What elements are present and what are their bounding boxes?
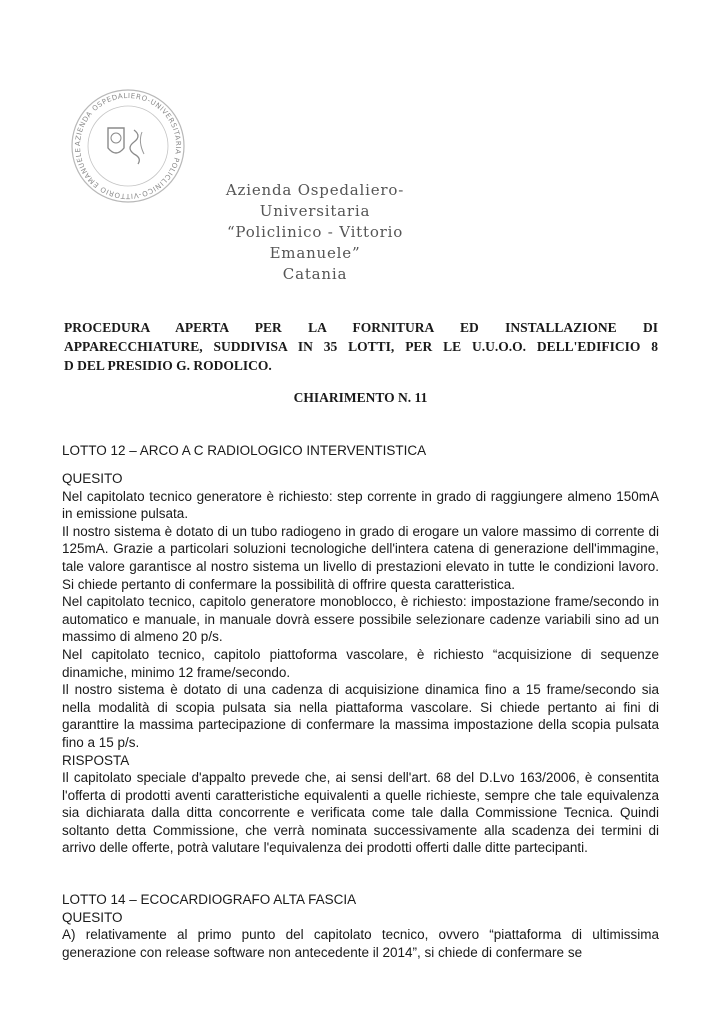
seal-emblem-icon	[108, 128, 144, 164]
risposta-paragraph: Il capitolato speciale d'appalto prevede che, ai sensi dell'art. 68 del D.Lvo 163/2006, è consentita l'offerta di prodotti aventi caratteristiche equivalenti a quelle richieste, sempre che tale equivalenza sia dichiarata dalla ditta concorrente e verificata come tale dalla Commissione Tecnica. Quindi soltanto detta Commissione, che verrà nominata successivamente alla scadenza dei termini di arrivo delle offerte, potrà valutare l'equivalenza dei prodotti offerti dalle ditte partecipanti.	[62, 770, 659, 856]
title-line-1: PROCEDURA APERTA PER LA FORNITURA ED INSTALLAZIONE DI	[64, 320, 658, 335]
svg-text:AZIENDA OSPEDALIERO-UNIVERSITA	[74, 92, 182, 200]
procedure-title	[64, 318, 658, 375]
clarification-number: CHIARIMENTO N. 11	[293, 390, 428, 405]
institution-city: Catania	[282, 265, 348, 283]
quesito-paragraph: Nel capitolato tecnico generatore è richiesto: step corrente in grado di raggiungere almeno 150mA in emissione pulsata.	[62, 488, 659, 522]
risposta-label: RISPOSTA	[62, 752, 130, 768]
lotto-14-title: LOTTO 14 – ECOCARDIOGRAFO ALTA FASCIA	[62, 892, 357, 907]
seal-ring-text: AZIENDA OSPEDALIERO-UNIVERSITARIA POLICLINICO-VITTORIO EMANUELE	[73, 91, 183, 201]
lotto-12-heading	[62, 442, 659, 460]
lotto-12-section	[62, 470, 659, 857]
quesito-paragraph: Il nostro sistema è dotato di un tubo radiogeno in grado di erogare un valore massimo di corrente di 125mA. Grazie a particolari soluzioni tecnologiche dell'intera catena di generazione dell'immagine, tale valore garantisce al nostro sistema un livello di prestazioni elevato in tutte le condizioni lavoro. Si chiede pertanto di confermare la possibilità di offrire questa caratteristica.	[62, 523, 659, 592]
quesito-paragraph: A) relativamente al primo punto del capitolato tecnico, ovvero “piattaforma di ultimissima generazione con release software non antecedente il 2014”, si chiede di confermare se	[62, 927, 659, 960]
hospital-seal-logo	[68, 86, 188, 206]
title-line-2: APPARECCHIATURE, SUDDIVISA IN 35 LOTTI, PER LE U.U.O.O. DELL'EDIFICIO 8	[64, 339, 658, 354]
quesito-paragraph: Nel capitolato tecnico, capitolo piattoforma vascolare, è richiesto “acquisizione di sequenze dinamiche, minimo 12 frame/secondo.	[62, 646, 659, 680]
institution-subname: “Policlinico - Vittorio Emanuele”	[226, 223, 404, 262]
title-line-3: D DEL PRESIDIO G. RODOLICO.	[64, 358, 272, 373]
institution-header	[180, 180, 450, 285]
institution-name: Azienda Ospedaliero-Universitaria	[225, 181, 405, 220]
quesito-paragraph: Nel capitolato tecnico, capitolo generatore monoblocco, è richiesto: impostazione frame/secondo in automatico e manuale, in manuale dovrà essere possibile selezionare cadenze variabili sino ad un massimo di almeno 20 p/s.	[62, 594, 659, 645]
quesito-paragraph: Il nostro sistema è dotato di una cadenza di acquisizione dinamica fino a 15 frame/secondo sia nella modalità di scopia pulsata sia nella piattaforma vascolare. Si chiede pertanto ai fini di garanttire la massima partecipazione di confermare la massima impostazione della scopia pulsata fino a 15 p/s.	[62, 682, 659, 750]
quesito-label: QUESITO	[62, 471, 123, 486]
quesito-label: QUESITO	[62, 909, 123, 925]
lotto-14-section	[62, 891, 659, 961]
lotto-12-title: LOTTO 12 – ARCO A C RADIOLOGICO INTERVENTISTICA	[62, 443, 427, 458]
